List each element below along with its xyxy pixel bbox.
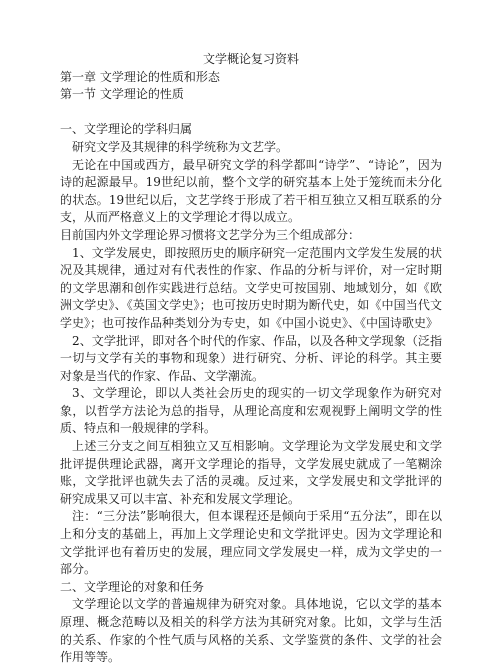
heading-subject-affiliation: 一、文学理论的学科归属 (60, 122, 193, 137)
paragraph-definition: 研究文学及其规律的科学统称为文艺学。 (72, 139, 289, 154)
section-heading: 第一节 文学理论的性质 (60, 87, 184, 102)
paragraph-literary-history: 1、文学发展史，即按照历史的顺序研究一定范围内文学发生发展的状况及其规律，通过对有代表性的作家、作品的分析与评价，对一定时期的文学思潮和创作实践进行总结。文学史可按国别、地域划分，如《欧洲文学史》、《英国文学史》；也可按历史时期为断代史，如《中国当代文学史》；也可按作品种类划分为专史，如《中国小说史》、《中国诗歌史》 (60, 245, 442, 330)
paragraph-history: 无论在中国或西方，最早研究文学的科学都叫“诗学”、“诗论”，因为诗的起源最早。19世纪以前，整个文学的研究基本上处于笼统而未分化的状态。19世纪以后，文艺学终于形成了若干相互独立又相互联系的分支，从而严格意义上的文学理论才得以成立。 (60, 157, 442, 225)
paragraph-three-parts-intro: 目前国内外文学理论界习惯将文艺学分为三个组成部分： (60, 227, 361, 242)
paragraph-relations: 上述三分支之间互相独立又互相影响。文学理论为文学发展史和文学批评提供理论武器，离开文学理论的指导，文学发展史就成了一笔糊涂账，文学批评也就失去了活的灵魂。反过来，文学发展史和文学批评的研究成果又可以丰富、补充和发展文学理论。 (60, 439, 442, 506)
paragraph-note: 注：“三分法”影响很大，但本课程还是倾向于采用“五分法”，即在以上和分支的基础上，再加上文学理论史和文学批评史。因为文学理论和文学批评也有着历史的发展，理应同文学发展史一样，成为文学史的一部分。 (60, 509, 442, 577)
document-page (60, 51, 442, 667)
chapter-heading: 第一章 文学理论的性质和形态 (60, 69, 220, 84)
blank-line (60, 104, 442, 122)
document-title: 文学概论复习资料 (202, 52, 299, 66)
heading-object-and-task: 二、文学理论的对象和任务 (60, 579, 205, 594)
paragraph-literary-criticism: 2、文学批评，即对各个时代的作家、作品，以及各种文学现象（泛指一切与文学有关的事物和现象）进行研究、分析、评论的科学。其主要对象是当代的作家、作品、文学潮流。 (60, 333, 442, 383)
paragraph-object: 文学理论以文学的普遍规律为研究对象。具体地说，它以文学的基本原理、概念范畴以及相关的科学方法为其研究对象。比如，文学与生活的关系、作家的个性气质与风格的关系、文学鉴赏的条件、文学的社会作用等等。 (60, 597, 442, 665)
paragraph-literary-theory: 3、文学理论，即以人类社会历史的现实的一切文学现象作为研究对象，以哲学方法论为总的指导，从理论高度和宏观视野上阐明文学的性质、特点和一般规律的学科。 (60, 386, 442, 436)
